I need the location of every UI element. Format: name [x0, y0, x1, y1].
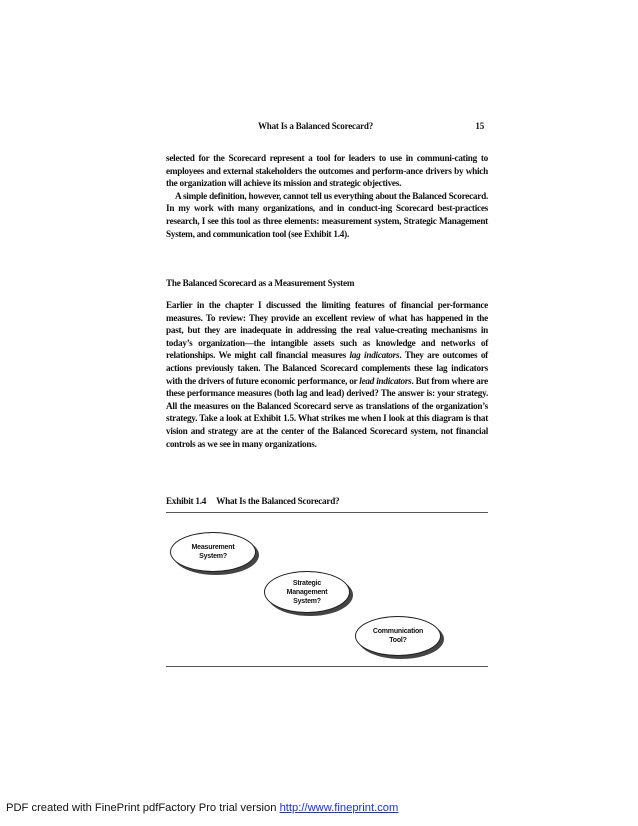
exhibit-bottom-rule [166, 666, 488, 667]
exhibit-caption [166, 496, 339, 506]
paragraph-text-2: . They are outcomes of actions previously taken. The Balanced Scorecard complements these lag indicators with the drivers of future economic performance, or [166, 350, 488, 386]
body-paragraphs-top [166, 152, 488, 240]
section-heading: The Balanced Scorecard as a Measurement System [166, 278, 355, 288]
page-number: 15 [475, 121, 484, 131]
oval-measurement-system [170, 532, 256, 572]
oval-label-line: Management [286, 588, 328, 596]
oval-label-line: Strategic [292, 579, 322, 587]
running-title: What Is a Balanced Scorecard? [258, 121, 374, 131]
paragraph-text-3: . But from where are these performance measures (both lag and lead) derived? The answer is: your strategy. All the measures on the Balanced Scorecard serve as translations of the organization’s strategy. Take a look at Exhibit 1.5. What strikes me when I look at this diagram is that vision and strategy are at the center of the Balanced Scorecard system, not financial controls as we see in many organizations. [166, 375, 488, 449]
oval-label-line: Measurement [191, 544, 235, 551]
oval-label-line: Communication [372, 628, 424, 635]
exhibit-number: Exhibit 1.4 [166, 496, 207, 506]
paragraph-definition: A simple definition, however, cannot tell us everything about the Balanced Scorecard. In my work with many organizations, and in conduct-ing Scorecard best-practices research, I see this tool as three elements: measurement system, Strategic Management System, and communication tool (see Exhibit 1.4). [166, 190, 488, 239]
paragraph-text-1: Earlier in the chapter I discussed the limiting features of financial per-formance measures. To review: They provide an excellent review of what has happened in the past, but they are inadequate in addressing the real value-creating mechanisms in today’s organization—the intangible assets such as knowledge and networks of relationships. We might call financial measures [166, 300, 488, 361]
footer-text: PDF created with FinePrint pdfFactory Pro trial version [6, 802, 280, 814]
oval-strategic-management-system [264, 571, 350, 613]
term-lead-indicators: lead indicators [359, 375, 412, 386]
oval-label-line: System? [293, 597, 321, 605]
oval-label-line: Tool? [389, 637, 407, 644]
pdf-footer [6, 802, 398, 814]
footer-link[interactable]: http://www.fineprint.com [279, 802, 399, 814]
oval-label-line: System? [199, 553, 227, 560]
exhibit-title: What Is the Balanced Scorecard? [216, 496, 340, 506]
paragraph-measurement-system [166, 299, 488, 450]
term-lag-indicators: lag indicators [349, 350, 400, 361]
exhibit-top-rule [166, 512, 488, 513]
paragraph-continued: selected for the Scorecard represent a tool for leaders to use in communi-cating to employees and external stakeholders the outcomes and perform-ance drivers by which the organization will achieve its mission and strategic objectives. [166, 153, 488, 189]
oval-communication-tool [355, 616, 441, 656]
